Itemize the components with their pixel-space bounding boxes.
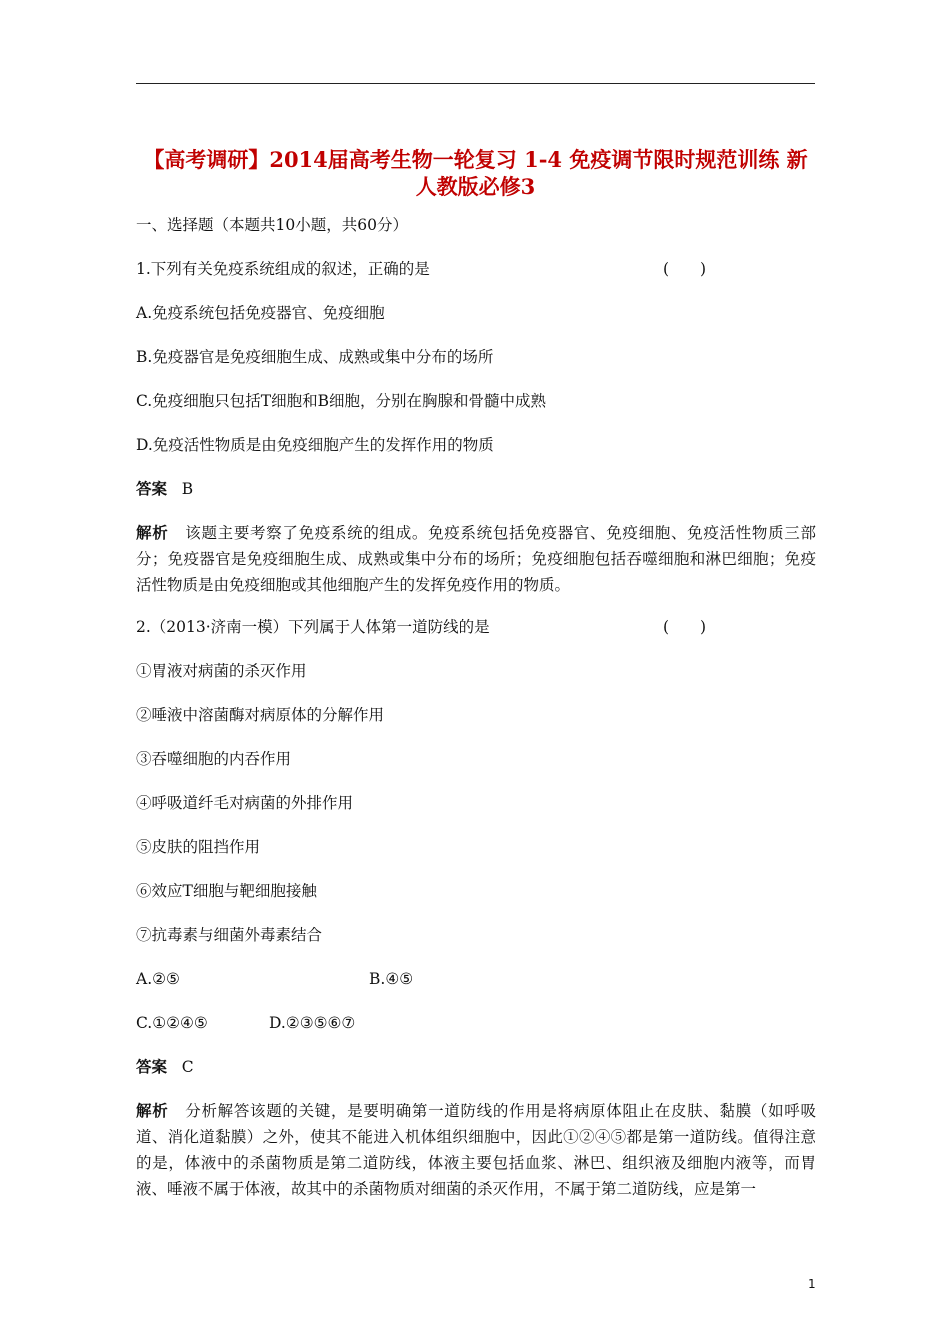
answer-value: C xyxy=(181,1058,194,1076)
question-2-analysis xyxy=(136,1098,816,1202)
question-1-analysis xyxy=(136,520,816,598)
question-1-option-d: D.免疫活性物质是由免疫细胞产生的发挥作用的物质 xyxy=(136,436,494,454)
question-2-item-6: ⑥效应T细胞与靶细胞接触 xyxy=(136,882,317,900)
question-1-stem: 1.下列有关免疫系统组成的叙述，正确的是 xyxy=(136,260,430,278)
question-1-option-a: A.免疫系统包括免疫器官、免疫细胞 xyxy=(136,304,385,322)
question-2-bracket: ( ) xyxy=(663,618,707,636)
question-1-option-c: C.免疫细胞只包括T细胞和B细胞，分别在胸腺和骨髓中成熟 xyxy=(136,392,546,410)
answer-label: 答案 xyxy=(136,1057,168,1076)
section-header: 一、选择题（本题共10小题，共60分） xyxy=(136,216,408,234)
question-2-item-4: ④呼吸道纤毛对病菌的外排作用 xyxy=(136,794,354,812)
question-1-answer xyxy=(136,478,193,500)
question-2-item-3: ③吞噬细胞的内吞作用 xyxy=(136,750,292,768)
question-1-option-b: B.免疫器官是免疫细胞生成、成熟或集中分布的场所 xyxy=(136,348,494,366)
document-title: 【高考调研】2014届高考生物一轮复习 1-4 免疫调节限时规范训练 新人教版必修3 xyxy=(143,147,808,199)
answer-value: B xyxy=(181,480,194,498)
analysis-text: 分析解答该题的关键，是要明确第一道防线的作用是将病原体阻止在皮肤、黏膜（如呼吸道、消化道黏膜）之外，使其不能进入机体组织细胞中，因此①②④⑤都是第一道防线。值得注意的是，体液中的杀菌物质是第二道防线，体液主要包括血浆、淋巴、组织液及细胞内液等，而胃液、唾液不属于体液，故其中的杀菌物质对细菌的杀灭作用，不属于第二道防线，应是第一 xyxy=(136,1102,816,1198)
page-number: 1 xyxy=(808,1277,816,1291)
question-2-item-7: ⑦抗毒素与细菌外毒素结合 xyxy=(136,926,323,944)
question-2-item-1: ①胃液对病菌的杀灭作用 xyxy=(136,662,307,680)
answer-label: 答案 xyxy=(136,479,168,498)
analysis-label: 解析 xyxy=(136,1101,169,1120)
header-rule xyxy=(136,83,815,84)
question-2-option-a: A.②⑤ xyxy=(136,970,180,988)
question-2-item-5: ⑤皮肤的阻挡作用 xyxy=(136,838,261,856)
question-2-option-d: D.②③⑤⑥⑦ xyxy=(269,1014,356,1032)
analysis-text: 该题主要考察了免疫系统的组成。免疫系统包括免疫器官、免疫细胞、免疫活性物质三部分；免疫器官是免疫细胞生成、成熟或集中分布的场所；免疫细胞包括吞噬细胞和淋巴细胞；免疫活性物质是由免疫细胞或其他细胞产生的发挥免疫作用的物质。 xyxy=(136,524,816,594)
question-2-option-b: B.④⑤ xyxy=(369,970,414,988)
question-2-stem: 2.（2013·济南一模）下列属于人体第一道防线的是 xyxy=(136,618,490,636)
question-1-bracket: ( ) xyxy=(663,260,707,278)
question-2-item-2: ②唾液中溶菌酶对病原体的分解作用 xyxy=(136,706,385,724)
question-2-option-c: C.①②④⑤ xyxy=(136,1014,208,1032)
question-2-answer xyxy=(136,1056,194,1078)
analysis-label: 解析 xyxy=(136,523,169,542)
